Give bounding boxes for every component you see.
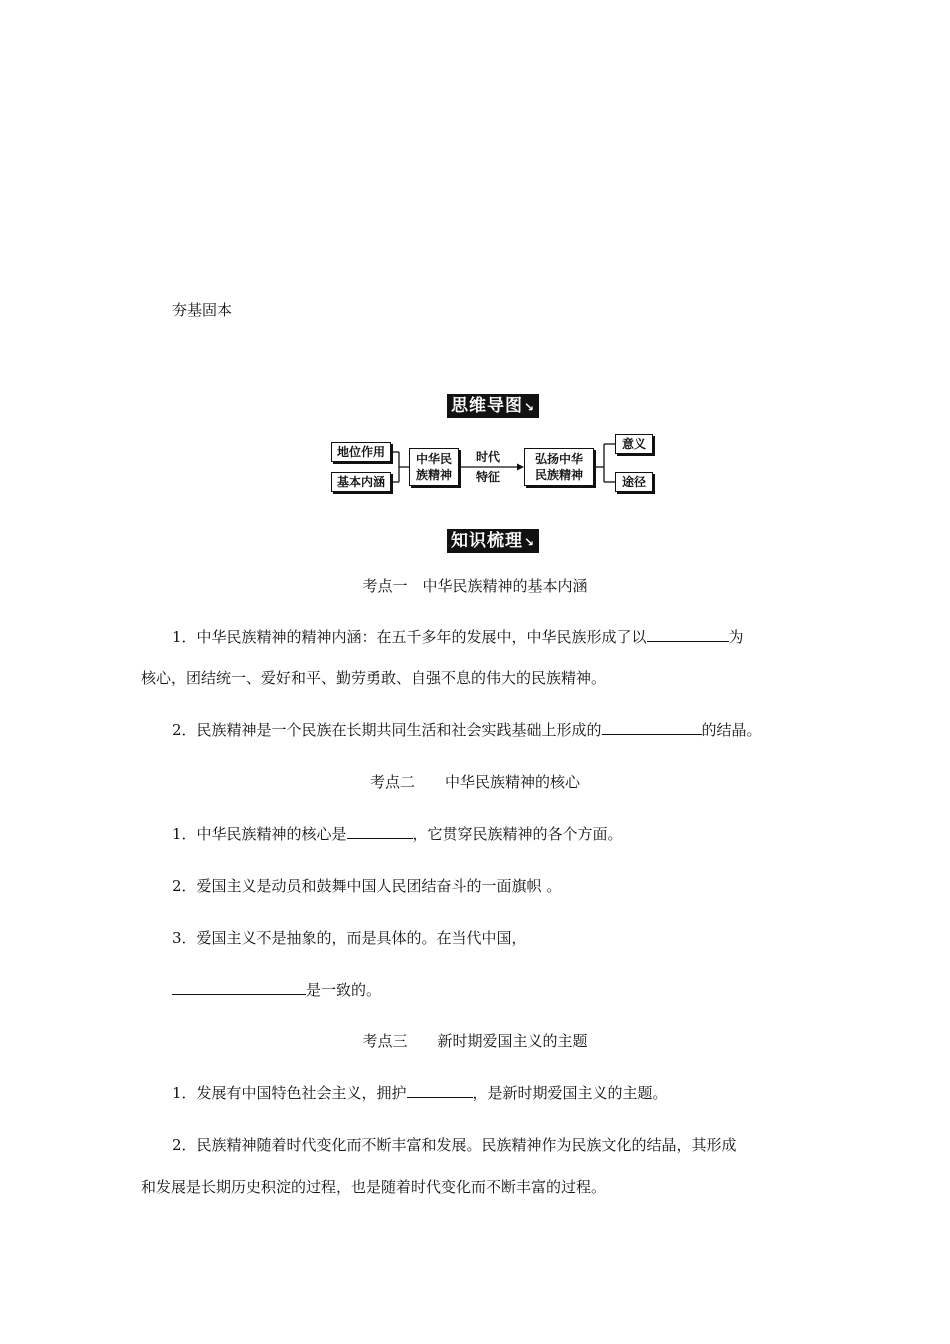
item-text: 的结晶。: [701, 721, 762, 739]
point-item: [172, 720, 762, 740]
item-text: 1．中华民族精神的核心是: [172, 825, 347, 843]
node-content: 基本内涵: [331, 472, 391, 492]
point-item: 2．民族精神随着时代变化而不断丰富和发展。民族精神作为民族文化的结晶，其形成: [172, 1136, 737, 1154]
edge-label-line1: 时代: [475, 450, 500, 464]
section-title: 夯基固本: [172, 301, 233, 319]
item-text: ，它贯穿民族精神的各个方面。: [412, 825, 623, 843]
item-text: 是一致的。: [306, 981, 382, 999]
item-continuation: [172, 980, 381, 1000]
item-text: 为: [728, 628, 744, 646]
item-text: 1．发展有中国特色社会主义，拥护: [172, 1084, 407, 1102]
node-promote-spirit: [524, 448, 594, 486]
item-text: 2．民族精神是一个民族在长期共同生活和社会实践基础上形成的: [172, 721, 602, 739]
point-heading: 考点二 中华民族精神的核心: [369, 773, 580, 791]
fill-blank[interactable]: [347, 824, 413, 839]
node-status: 地位作用: [331, 442, 391, 462]
arrow-right-icon: [517, 464, 524, 471]
fill-blank[interactable]: [647, 627, 729, 642]
edge-label-line2: 特征: [475, 470, 500, 484]
mindmap-banner-label: 思维导图: [451, 396, 523, 416]
point-item: [172, 627, 744, 647]
node-path: 途径: [615, 472, 653, 492]
node-chinese-spirit: [409, 448, 459, 486]
arrow-down-right-icon: ↘: [524, 535, 536, 549]
node-chinese-spirit-line1: 中华民: [415, 452, 452, 466]
node-meaning: 意义: [615, 434, 653, 454]
knowledge-banner-label: 知识梳理: [451, 531, 523, 551]
fill-blank[interactable]: [602, 720, 702, 735]
fill-blank[interactable]: [407, 1083, 473, 1098]
arrow-down-right-icon: ↘: [524, 400, 536, 414]
point-item: 3．爱国主义不是抽象的，而是具体的。在当代中国，: [172, 929, 527, 947]
point-heading: 考点一 中华民族精神的基本内涵: [362, 577, 588, 595]
item-continuation: 核心，团结统一、爱好和平、勤劳勇敢、自强不息的伟大的民族精神。: [141, 669, 607, 687]
item-text: 1．中华民族精神的精神内涵：在五千多年的发展中，中华民族形成了以: [172, 628, 647, 646]
point-heading: 考点三 新时期爱国主义的主题: [362, 1032, 588, 1050]
node-promote-spirit-line2: 民族精神: [534, 468, 583, 482]
knowledge-banner: [447, 529, 539, 553]
item-continuation: 和发展是长期历史积淀的过程，也是随着时代变化而不断丰富的过程。: [141, 1178, 607, 1196]
point-item: [172, 1083, 668, 1103]
fill-blank[interactable]: [172, 980, 306, 995]
node-promote-spirit-line1: 弘扬中华: [534, 452, 583, 466]
point-item: [172, 824, 623, 844]
point-item: 2．爱国主义是动员和鼓舞中国人民团结奋斗的一面旗帜 。: [172, 877, 562, 895]
node-chinese-spirit-line2: 族精神: [415, 468, 452, 482]
item-text: ，是新时期爱国主义的主题。: [472, 1084, 668, 1102]
